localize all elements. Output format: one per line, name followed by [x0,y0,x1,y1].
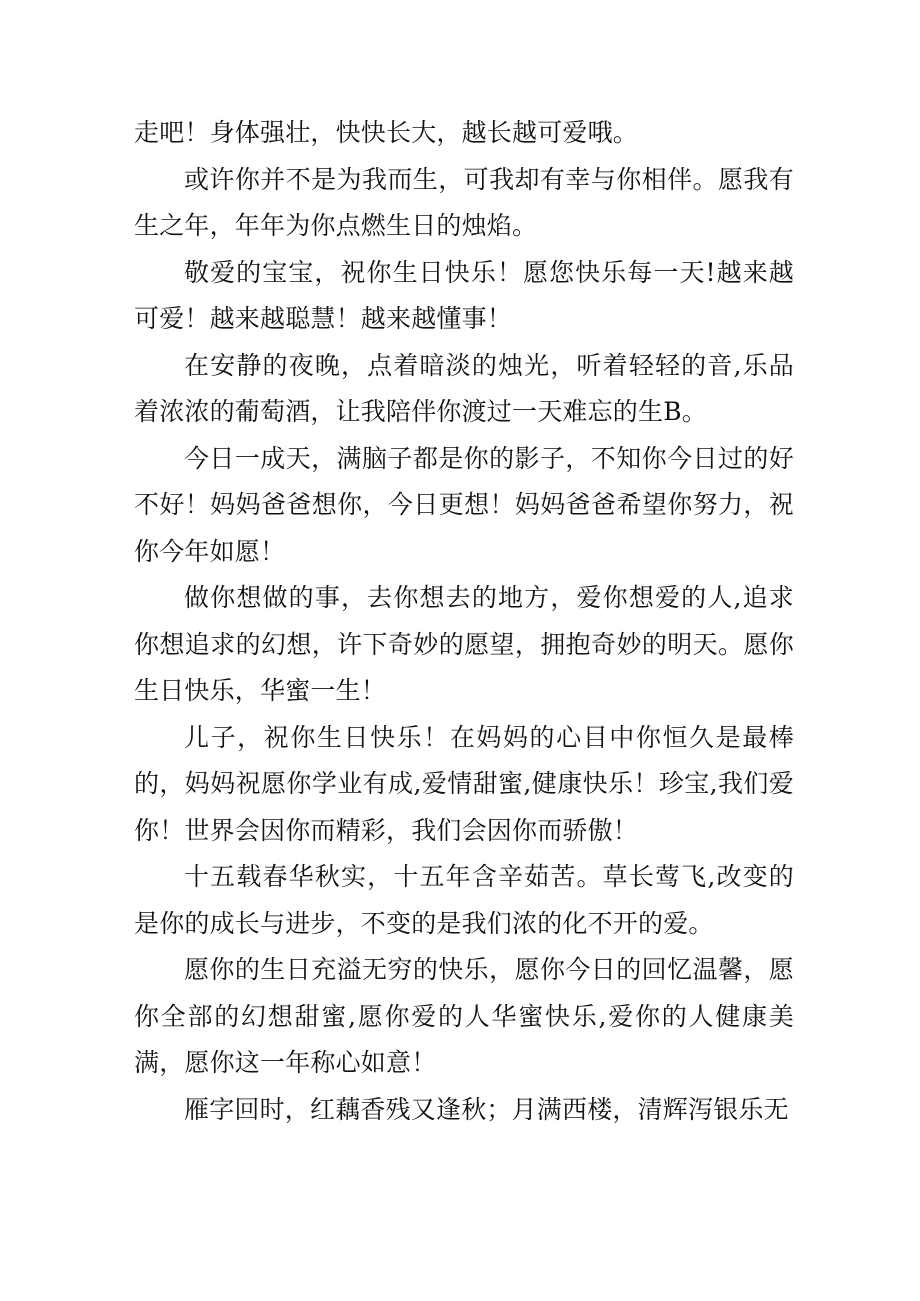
paragraph-7: 儿子，祝你生日快乐！在妈妈的心目中你恒久是最棒的，妈妈祝愿你学业有成,爱情甜蜜,健康快乐！珍宝,我们爱你！世界会因你而精彩，我们会因你而骄傲！ [134,722,794,845]
paragraph-9: 愿你的生日充溢无穷的快乐，愿你今日的回忆温馨，愿你全部的幻想甜蜜,愿你爱的人华蜜快乐,爱你的人健康美满，愿你这一年称心如意！ [134,955,794,1077]
paragraph-3: 敬爱的宝宝，祝你生日快乐！愿您快乐每一天!越来越可爱！越来越聪慧！越来越懂事！ [134,257,794,333]
paragraph-1: 走吧！身体强壮，快快长大，越长越可爱哦。 [134,118,639,147]
document-body [134,110,794,1133]
paragraph-5: 今日一成天，满脑子都是你的影子，不知你今日过的好不好！妈妈爸爸想你，今日更想！妈妈爸爸希望你努力，祝你今年如愿！ [134,443,794,566]
paragraph-4: 在安静的夜晚，点着暗淡的烛光，听着轻轻的音,乐品着浓浓的葡萄酒，让我陪伴你渡过一天难忘的生B。 [134,350,794,426]
paragraph-10: 雁字回时，红藕香残又逢秋；月满西楼，清辉泻银乐无 [184,1094,789,1124]
paragraph-2: 或许你并不是为我而生，可我却有幸与你相伴。愿我有生之年，年年为你点燃生日的烛焰。 [134,164,794,240]
paragraph-8: 十五载春华秋实，十五年含辛茹苦。草长莺飞,改变的是你的成长与进步，不变的是我们浓的化不开的爱。 [134,862,794,938]
paragraph-6: 做你想做的事，去你想去的地方，爱你想爱的人,追求你想追求的幻想，许下奇妙的愿望，拥抱奇妙的明天。愿你生日快乐，华蜜一生！ [134,583,794,705]
